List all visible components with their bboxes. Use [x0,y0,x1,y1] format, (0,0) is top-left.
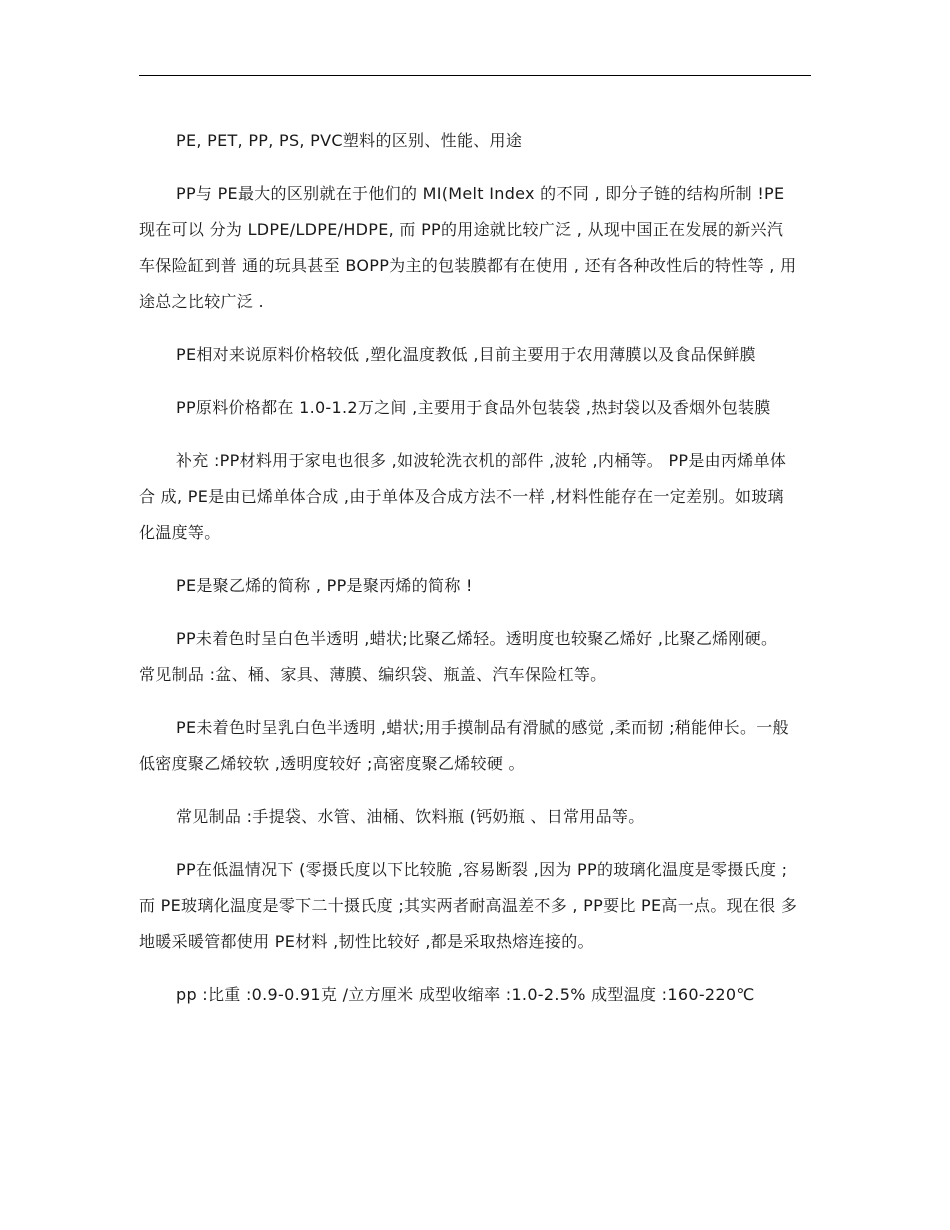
paragraph-pp-price: PP原料价格都在 1.0-1.2万之间 ,主要用于食品外包装袋 ,热封袋以及香烟外包装膜 [176,398,771,417]
paragraph-pp-appearance: PP未着色时呈白色半透明 ,蜡状;比聚乙烯轻。透明度也较聚乙烯好 ,比聚乙烯刚硬。 常见制品 :盆、桶、家具、薄膜、编织袋、瓶盖、汽车保险杠等。 [139,629,778,684]
paragraph-pp-properties: pp :比重 :0.9-0.91克 /立方厘米 成型收缩率 :1.0-2.5% 成型温度 :160-220℃ [176,985,755,1004]
paragraph-pe-appearance: PE未着色时呈乳白色半透明 ,蜡状;用手摸制品有滑腻的感觉 ,柔而韧 ;稍能伸长。一般 低密度聚乙烯较软 ,透明度较好 ;高密度聚乙烯较硬 。 [139,718,789,773]
paragraph-common-products: 常见制品 :手提袋、水管、油桶、饮料瓶 (钙奶瓶 、日常用品等。 [176,807,645,826]
paragraph-supplement: 补充 :PP材料用于家电也很多 ,如波轮洗衣机的部件 ,波轮 ,内桶等。 PP是由丙烯单体合 成, PE是由已烯单体合成 ,由于单体及合成方法不一样 ,材料性能存在一定差别。如玻璃 化温度等。 [139,451,787,542]
header-rule [139,75,811,76]
paragraph-pp-pe-difference: PP与 PE最大的区别就在于他们的 MI(Melt Index 的不同 , 即分子链的结构所制 !PE现在可以 分为 LDPE/LDPE/HDPE, 而 PP的用途就比较广泛 , 从现中国正在发展的新兴汽车保险缸到普 通的玩具甚至 BOPP为主的包装膜都有在使用 , 还有各种改性后的特性等 , 用途总之比较广泛 . [139,184,797,311]
document-title: PE, PET, PP, PS, PVC塑料的区别、性能、用途 [176,131,523,150]
document-body [139,123,799,1030]
paragraph-pe-price: PE相对来说原料价格较低 ,塑化温度教低 ,目前主要用于农用薄膜以及食品保鲜膜 [176,345,756,364]
paragraph-abbreviations: PE是聚乙烯的简称 , PP是聚丙烯的简称 ! [176,576,473,595]
paragraph-low-temperature: PP在低温情况下 (零摄氏度以下比较脆 ,容易断裂 ,因为 PP的玻璃化温度是零摄氏度 ; 而 PE玻璃化温度是零下二十摄氏度 ;其实两者耐高温差不多 , PP要比 PE高一点。现在很 多地暖采暖管都使用 PE材料 ,韧性比较好 ,都是采取热熔连接的。 [139,860,798,951]
